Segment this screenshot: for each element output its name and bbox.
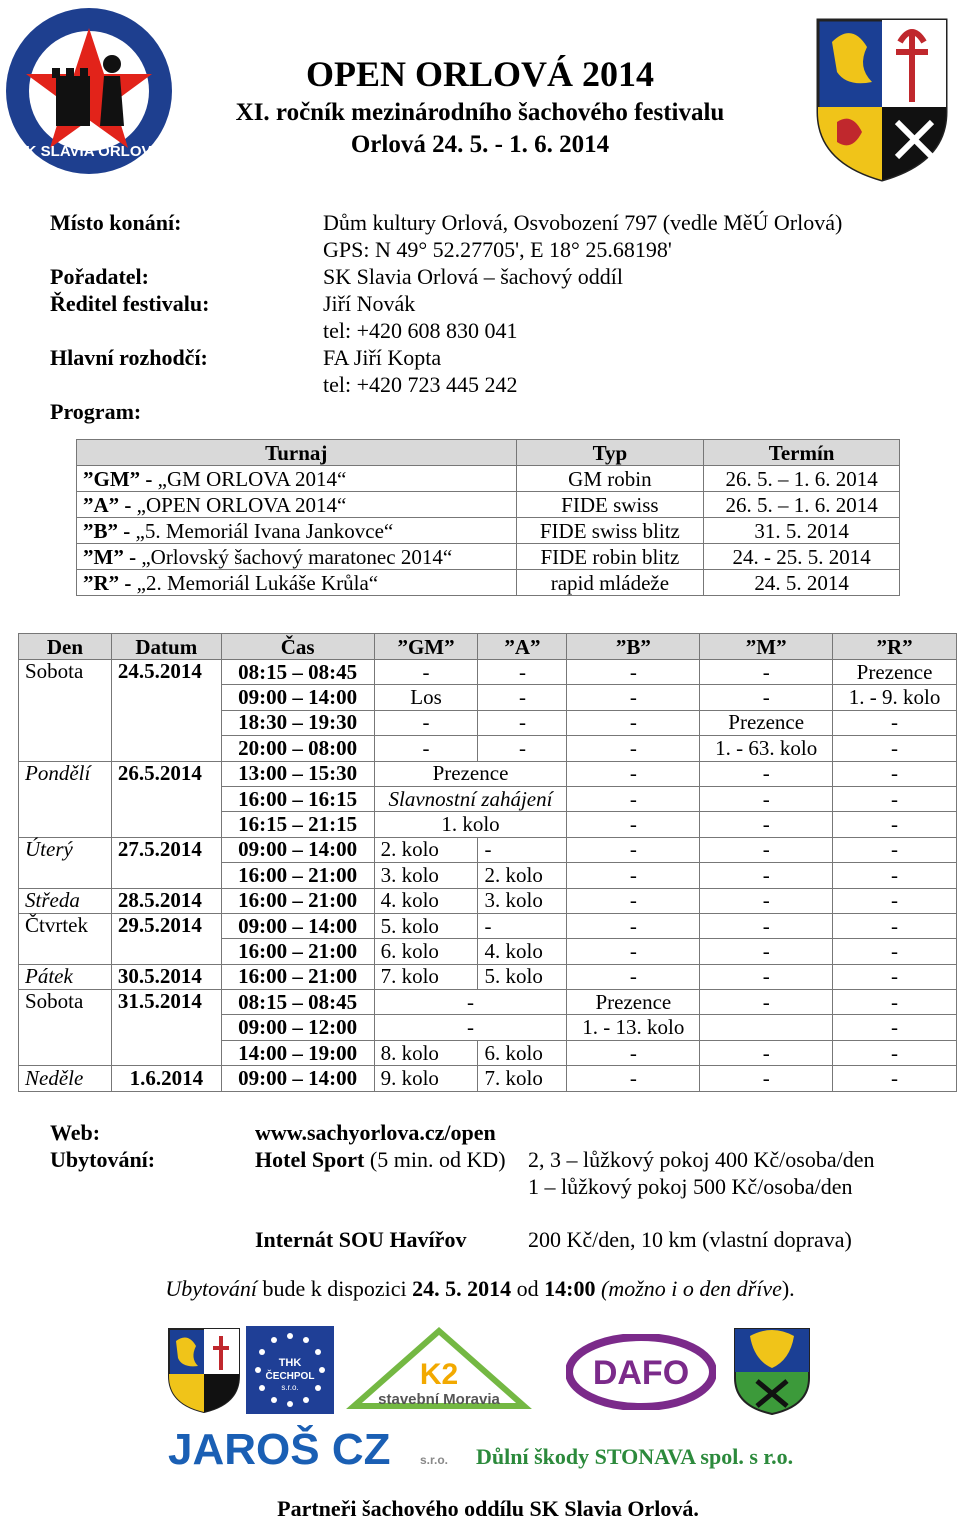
a-cell: -	[478, 685, 567, 710]
program-label: Program:	[50, 399, 142, 424]
page-title: OPEN ORLOVÁ 2014	[305, 54, 654, 94]
r-cell: -	[833, 1015, 957, 1040]
m-cell	[700, 1015, 833, 1040]
gm-cell: 5. kolo	[374, 913, 478, 938]
accommodation-label: Ubytování:	[50, 1147, 156, 1172]
col-header-day: Den	[19, 634, 112, 660]
k2-stavebni-moravia-logo	[344, 1326, 534, 1414]
orlova-coat-of-arms-logo	[166, 1326, 242, 1414]
internat-price: 200 Kč/den, 10 km (vlastní doprava)	[528, 1227, 852, 1252]
a-cell: 6. kolo	[478, 1040, 567, 1065]
col-header-tournament: Turnaj	[77, 440, 517, 466]
table-row	[77, 492, 900, 518]
m-cell: -	[700, 761, 833, 786]
m-cell: -	[700, 1040, 833, 1065]
r-cell: -	[833, 761, 957, 786]
r-cell: 1. - 9. kolo	[833, 685, 957, 710]
table-row	[19, 990, 957, 1015]
gm-a-cell: -	[374, 1015, 567, 1040]
note-date: 24. 5. 2014	[412, 1276, 512, 1301]
note-part: Ubytování	[165, 1276, 257, 1301]
gm-cell: Los	[374, 685, 478, 710]
stonava-sponsor-text: Důlní škody STONAVA spol. s r.o.	[476, 1444, 794, 1469]
tournament-name: „2. Memoriál Lukáše Krůla“	[131, 570, 379, 595]
day-cell: Úterý	[19, 837, 112, 888]
time-cell: 16:15 – 21:15	[221, 812, 374, 837]
gm-a-cell: Slavnostní zahájení	[374, 786, 567, 811]
m-cell: -	[700, 939, 833, 964]
m-cell: -	[700, 1066, 833, 1091]
time-cell: 09:00 – 14:00	[221, 685, 374, 710]
table-row	[19, 913, 957, 938]
tournament-code: ”B” -	[83, 518, 131, 543]
director-label: Ředitel festivalu:	[50, 291, 210, 316]
tournament-code: ”M” -	[83, 544, 137, 569]
date-cell: 26.5.2014	[111, 761, 221, 837]
gm-cell: 4. kolo	[374, 888, 478, 913]
gm-cell: 6. kolo	[374, 939, 478, 964]
r-cell: Prezence	[833, 660, 957, 685]
tournament-table	[76, 439, 900, 596]
hotel-line	[255, 1147, 506, 1173]
jaros-text: JAROŠ CZ	[168, 1425, 391, 1472]
m-cell: -	[700, 837, 833, 862]
k2-subtext: stavební Moravia	[378, 1391, 500, 1408]
a-cell: -	[478, 837, 567, 862]
r-cell: -	[833, 990, 957, 1015]
gm-cell: -	[374, 710, 478, 735]
dafo-text: DAFO	[592, 1354, 690, 1392]
hotel-note: (5 min. od KD)	[364, 1147, 506, 1172]
club-logo-text: SK SLAVIA ORLOVÁ	[15, 143, 163, 160]
internat-name: Internát SOU Havířov	[255, 1227, 467, 1252]
table-row	[19, 660, 957, 685]
note-part: ).	[781, 1276, 795, 1301]
a-cell: 3. kolo	[478, 888, 567, 913]
day-cell: Čtvrtek	[19, 913, 112, 964]
date-cell: 31.5.2014	[111, 990, 221, 1066]
organizer-label: Pořadatel:	[50, 264, 149, 289]
table-row	[19, 964, 957, 989]
table-row	[19, 888, 957, 913]
b-cell: -	[567, 939, 700, 964]
tournament-type: rapid mládeže	[516, 570, 704, 596]
m-cell: -	[700, 786, 833, 811]
arbiter-tel: tel: +420 723 445 242	[323, 372, 518, 397]
date-cell: 27.5.2014	[111, 837, 221, 888]
gm-cell: 7. kolo	[374, 964, 478, 989]
m-cell: -	[700, 660, 833, 685]
web-label: Web:	[50, 1120, 101, 1145]
time-cell: 14:00 – 19:00	[221, 1040, 374, 1065]
a-cell: -	[478, 660, 567, 685]
col-header-b: ”B”	[567, 634, 700, 660]
tournament-term: 31. 5. 2014	[704, 518, 900, 544]
time-cell: 09:00 – 12:00	[221, 1015, 374, 1040]
jaros-sro-text: s.r.o.	[420, 1453, 449, 1467]
gps: GPS: N 49° 52.27705', E 18° 25.68198'	[323, 237, 672, 262]
tournament-term: 24. - 25. 5. 2014	[704, 544, 900, 570]
table-header-row	[19, 634, 957, 660]
partners-caption: Partneři šachového oddílu SK Slavia Orlová.	[277, 1496, 699, 1521]
r-cell: -	[833, 710, 957, 735]
table-row	[19, 761, 957, 786]
hotel-price-2: 1 – lůžkový pokoj 500 Kč/osoba/den	[528, 1174, 853, 1199]
table-header-row	[77, 440, 900, 466]
m-cell: -	[700, 812, 833, 837]
r-cell: -	[833, 786, 957, 811]
tournament-name: „OPEN ORLOVA 2014“	[131, 492, 347, 517]
time-cell: 08:15 – 08:45	[221, 660, 374, 685]
gm-cell: -	[374, 736, 478, 761]
date-cell: 24.5.2014	[111, 660, 221, 762]
b-cell: -	[567, 812, 700, 837]
col-header-date: Datum	[111, 634, 221, 660]
time-cell: 08:15 – 08:45	[221, 990, 374, 1015]
arbiter: FA Jiří Kopta	[323, 345, 442, 370]
b-cell: -	[567, 913, 700, 938]
b-cell: -	[567, 888, 700, 913]
table-row	[77, 466, 900, 492]
gm-a-cell: -	[374, 990, 567, 1015]
gm-cell: 3. kolo	[374, 863, 478, 888]
table-row	[19, 837, 957, 862]
director-tel: tel: +420 608 830 041	[323, 318, 518, 343]
hotel-name: Hotel Sport	[255, 1147, 365, 1172]
date-cell: 28.5.2014	[111, 888, 221, 913]
b-cell: 1. - 13. kolo	[567, 1015, 700, 1040]
web-link[interactable]: www.sachyorlova.cz/open	[255, 1120, 496, 1145]
b-cell: -	[567, 710, 700, 735]
day-cell: Sobota	[19, 990, 112, 1066]
col-header-term: Termín	[704, 440, 900, 466]
r-cell: -	[833, 863, 957, 888]
time-cell: 16:00 – 21:00	[221, 964, 374, 989]
venue-label: Místo konání:	[50, 210, 182, 235]
time-cell: 09:00 – 14:00	[221, 913, 374, 938]
a-cell: -	[478, 736, 567, 761]
col-header-type: Typ	[516, 440, 704, 466]
table-row	[77, 518, 900, 544]
r-cell: -	[833, 736, 957, 761]
schedule-table	[18, 633, 957, 1092]
venue: Dům kultury Orlová, Osvobození 797 (vedle MěÚ Orlová)	[323, 210, 843, 235]
tournament-name: „Orlovský šachový maratonec 2014“	[136, 544, 453, 569]
thk-cechpol-logo	[246, 1326, 334, 1414]
col-header-gm: ”GM”	[374, 634, 478, 660]
m-cell: -	[700, 685, 833, 710]
day-cell: Pátek	[19, 964, 112, 989]
time-cell: 16:00 – 21:00	[221, 863, 374, 888]
director: Jiří Novák	[323, 291, 416, 316]
table-row	[77, 570, 900, 596]
note-part: od	[511, 1276, 545, 1301]
tournament-type: FIDE swiss blitz	[516, 518, 704, 544]
note-part: bude k dispozici	[256, 1276, 413, 1301]
gm-a-cell: 1. kolo	[374, 812, 567, 837]
svg-text:ČECHPOL: ČECHPOL	[265, 1371, 315, 1382]
note-time: 14:00	[544, 1276, 596, 1301]
tournament-name: „5. Memoriál Ivana Jankovce“	[130, 518, 394, 543]
time-cell: 16:00 – 16:15	[221, 786, 374, 811]
time-cell: 09:00 – 14:00	[221, 837, 374, 862]
tournament-type: FIDE swiss	[516, 492, 704, 518]
tournament-code: ”A” -	[83, 492, 132, 517]
time-cell: 16:00 – 21:00	[221, 939, 374, 964]
tournament-code: ”R” -	[83, 570, 132, 595]
table-row	[19, 1066, 957, 1091]
svg-text:THK: THK	[278, 1357, 302, 1369]
m-cell: 1. - 63. kolo	[700, 736, 833, 761]
b-cell: -	[567, 660, 700, 685]
day-cell: Sobota	[19, 660, 112, 762]
table-row	[77, 544, 900, 570]
tournament-code: ”GM” -	[83, 466, 153, 491]
organizer: SK Slavia Orlová – šachový oddíl	[323, 264, 624, 289]
date-cell: 30.5.2014	[111, 964, 221, 989]
col-header-r: ”R”	[833, 634, 957, 660]
b-cell: -	[567, 1066, 700, 1091]
time-cell: 20:00 – 08:00	[221, 736, 374, 761]
time-cell: 09:00 – 14:00	[221, 1066, 374, 1091]
gm-cell: -	[374, 660, 478, 685]
festival-subtitle: XI. ročník mezinárodního šachového festivalu	[235, 99, 725, 126]
gm-a-cell: Prezence	[374, 761, 567, 786]
day-cell: Neděle	[19, 1066, 112, 1091]
a-cell: -	[478, 913, 567, 938]
accommodation-note	[0, 1276, 960, 1302]
col-header-time: Čas	[221, 634, 374, 660]
tournament-name: „GM ORLOVA 2014“	[152, 466, 347, 491]
arbiter-label: Hlavní rozhodčí:	[50, 345, 208, 370]
r-cell: -	[833, 812, 957, 837]
jaros-cz-logo	[168, 1424, 468, 1472]
r-cell: -	[833, 888, 957, 913]
tournament-term: 24. 5. 2014	[704, 570, 900, 596]
b-cell: -	[567, 685, 700, 710]
dafo-logo	[566, 1334, 716, 1410]
r-cell: -	[833, 837, 957, 862]
a-cell: 2. kolo	[478, 863, 567, 888]
col-header-m: ”M”	[700, 634, 833, 660]
tournament-type: FIDE robin blitz	[516, 544, 704, 570]
k2-text: K2	[419, 1358, 459, 1391]
r-cell: -	[833, 1066, 957, 1091]
m-cell: -	[700, 888, 833, 913]
a-cell: 4. kolo	[478, 939, 567, 964]
m-cell: -	[700, 990, 833, 1015]
tournament-type: GM robin	[516, 466, 704, 492]
festival-dates: Orlová 24. 5. - 1. 6. 2014	[350, 131, 610, 158]
col-header-a: ”A”	[478, 634, 567, 660]
b-cell: -	[567, 1040, 700, 1065]
b-cell: Prezence	[567, 990, 700, 1015]
m-cell: -	[700, 863, 833, 888]
note-part: (možno i o den dříve	[595, 1276, 782, 1301]
gm-cell: 8. kolo	[374, 1040, 478, 1065]
r-cell: -	[833, 964, 957, 989]
date-cell: 29.5.2014	[111, 913, 221, 964]
gm-cell: 2. kolo	[374, 837, 478, 862]
stonava-coat-of-arms-logo	[732, 1326, 812, 1416]
r-cell: -	[833, 1040, 957, 1065]
date-cell: 1.6.2014	[111, 1066, 221, 1091]
time-cell: 18:30 – 19:30	[221, 710, 374, 735]
b-cell: -	[567, 863, 700, 888]
m-cell: -	[700, 964, 833, 989]
b-cell: -	[567, 786, 700, 811]
time-cell: 16:00 – 21:00	[221, 888, 374, 913]
b-cell: -	[567, 837, 700, 862]
time-cell: 13:00 – 15:30	[221, 761, 374, 786]
m-cell: Prezence	[700, 710, 833, 735]
svg-text:s.r.o.: s.r.o.	[281, 1383, 299, 1392]
a-cell: 7. kolo	[478, 1066, 567, 1091]
b-cell: -	[567, 761, 700, 786]
gm-cell: 9. kolo	[374, 1066, 478, 1091]
r-cell: -	[833, 939, 957, 964]
b-cell: -	[567, 736, 700, 761]
b-cell: -	[567, 964, 700, 989]
r-cell: -	[833, 913, 957, 938]
day-cell: Pondělí	[19, 761, 112, 837]
day-cell: Středa	[19, 888, 112, 913]
tournament-term: 26. 5. – 1. 6. 2014	[704, 466, 900, 492]
hotel-price-1: 2, 3 – lůžkový pokoj 400 Kč/osoba/den	[528, 1147, 875, 1172]
a-cell: -	[478, 710, 567, 735]
tournament-term: 26. 5. – 1. 6. 2014	[704, 492, 900, 518]
a-cell: 5. kolo	[478, 964, 567, 989]
m-cell: -	[700, 913, 833, 938]
